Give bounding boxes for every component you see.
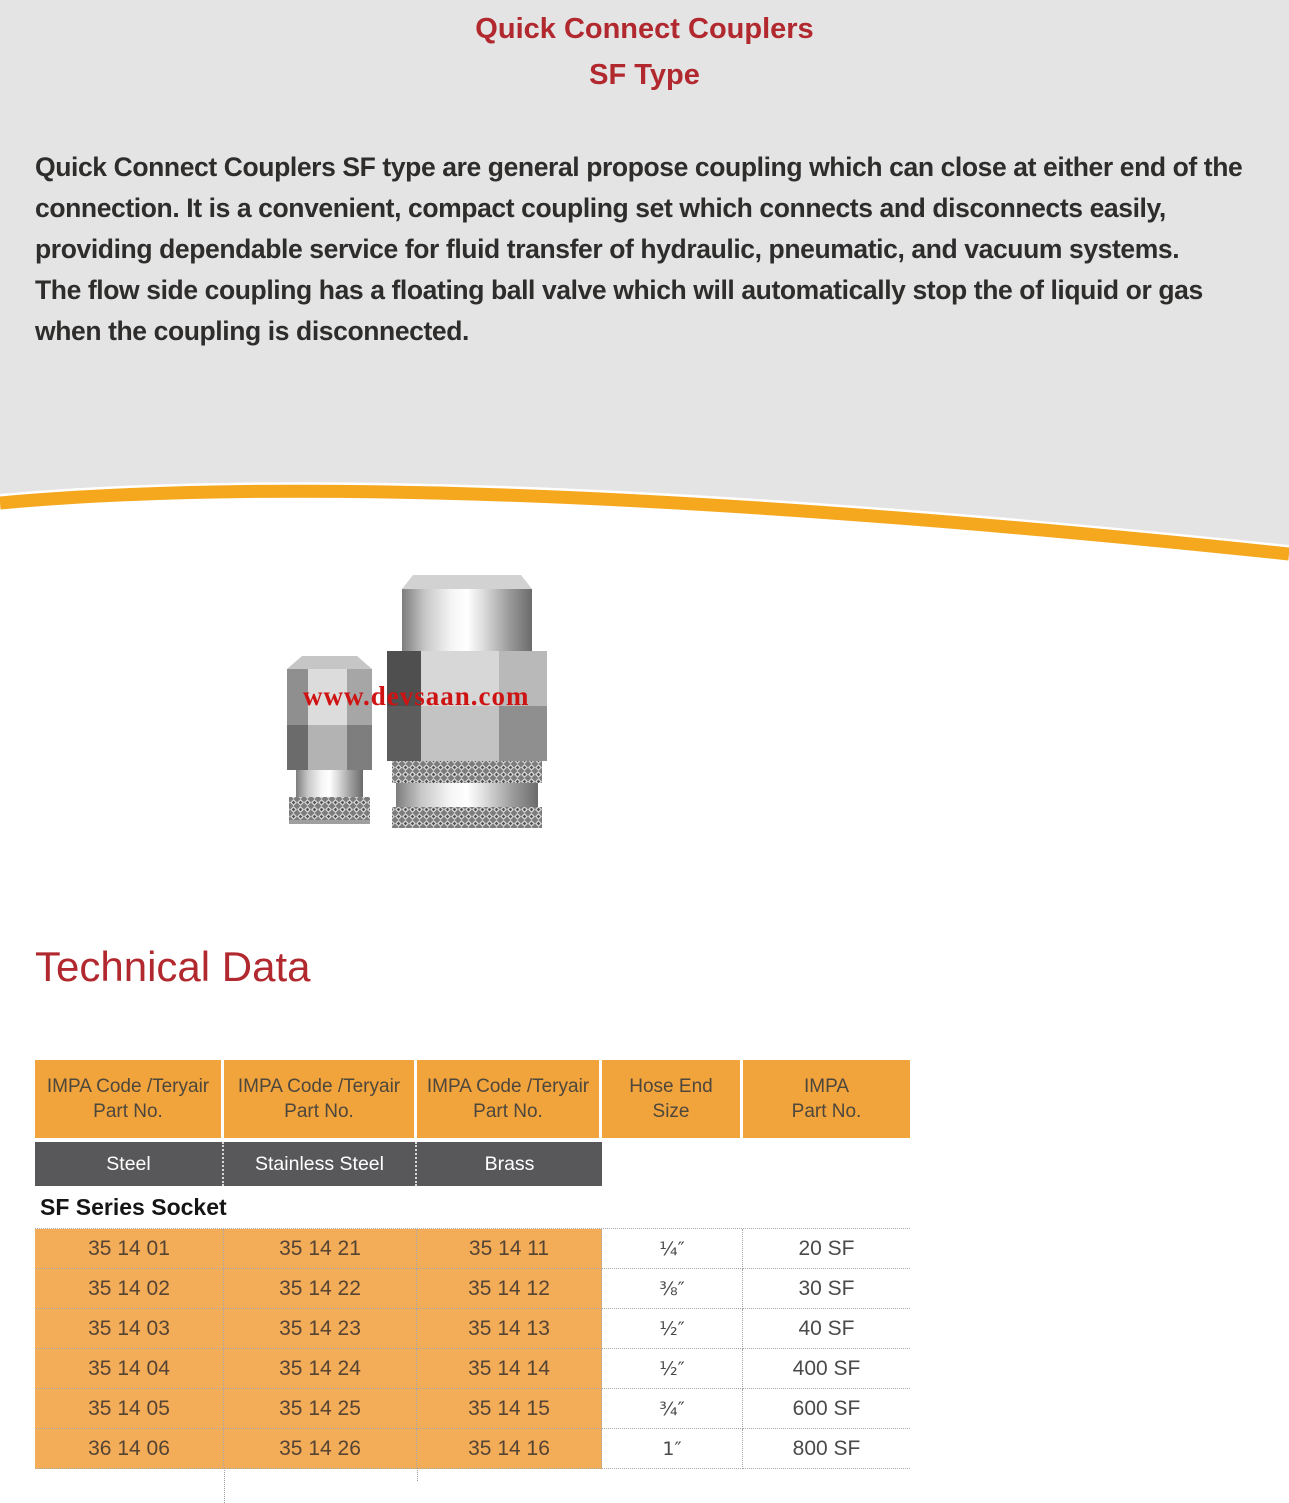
header-cell-stainless-code (224, 1060, 417, 1138)
table-cell: 35 14 01 (35, 1229, 224, 1269)
table-cell: ¾″ (602, 1389, 743, 1429)
document-title (0, 6, 1289, 98)
header-line: Size (652, 1101, 690, 1122)
intro-paragraph-2: The flow side coupling has a floating ball valve which will automatically stop the of liquid or gas when the coupling is disconnected. (35, 275, 1203, 346)
table-cell: ¼″ (602, 1229, 743, 1269)
table-cell: 35 14 22 (224, 1269, 417, 1309)
header-line: Part No. (284, 1101, 354, 1122)
title-line-2: SF Type (589, 59, 700, 91)
table-cell: 35 14 16 (417, 1429, 602, 1469)
header-line: Hose End (629, 1076, 713, 1097)
table-cell: 36 14 06 (35, 1429, 224, 1469)
table-material-row (35, 1142, 910, 1186)
header-line: IMPA Code /Teryair (237, 1076, 401, 1097)
material-cell-spacer (602, 1142, 743, 1186)
material-cell-brass: Brass (417, 1142, 602, 1186)
header-cell-brass-code (417, 1060, 602, 1138)
table-cell: 600 SF (743, 1389, 910, 1429)
table-cell: 35 14 21 (224, 1229, 417, 1269)
table-cell: 35 14 26 (224, 1429, 417, 1469)
header-line: IMPA Code /Teryair (46, 1076, 210, 1097)
table-cell: 35 14 04 (35, 1349, 224, 1389)
column-divider-stub (417, 1468, 418, 1481)
table-cell: ½″ (602, 1349, 743, 1389)
table-cell: 40 SF (743, 1309, 910, 1349)
table-cell: 35 14 23 (224, 1309, 417, 1349)
table-cell: 35 14 24 (224, 1349, 417, 1389)
table-cell: 35 14 02 (35, 1269, 224, 1309)
table-cell: 20 SF (743, 1229, 910, 1269)
intro-paragraph-1: Quick Connect Couplers SF type are general propose coupling which can close at either end of the connection. It is a convenient, compact coupling set which connects and disconnects easily, providing dependable service for fluid transfer of hydraulic, pneumatic, and vacuum systems. (35, 152, 1243, 264)
header-line: IMPA (803, 1076, 850, 1097)
table-cell: 35 14 12 (417, 1269, 602, 1309)
table-cell: 35 14 13 (417, 1309, 602, 1349)
table-cell: 30 SF (743, 1269, 910, 1309)
table-header-row (35, 1060, 910, 1138)
table-cell: 1″ (602, 1429, 743, 1469)
section-heading: Technical Data (35, 943, 311, 990)
watermark-text: www.devsaan.com (303, 681, 530, 711)
table-cell: 35 14 11 (417, 1229, 602, 1269)
table-cell: 35 14 03 (35, 1309, 224, 1349)
table-cell: 35 14 05 (35, 1389, 224, 1429)
knurl-band (392, 761, 542, 783)
header-cell-impa-part-no (743, 1060, 910, 1138)
header-cell-steel-code (35, 1060, 224, 1138)
series-group-label: SF Series Socket (40, 1193, 227, 1220)
table-body (35, 1228, 910, 1469)
table-cell: 800 SF (743, 1429, 910, 1469)
knurl-band (392, 807, 542, 828)
technical-data-table (35, 1060, 910, 1469)
intro-text (35, 147, 1265, 352)
table-cell: ½″ (602, 1309, 743, 1349)
header-line: Part No. (791, 1101, 862, 1122)
table-cell: ⅜″ (602, 1269, 743, 1309)
material-cell-spacer (743, 1142, 910, 1186)
material-cell-stainless-steel: Stainless Steel (224, 1142, 417, 1186)
header-line: Part No. (93, 1101, 163, 1122)
material-cell-steel: Steel (35, 1142, 224, 1186)
table-cell: 35 14 15 (417, 1389, 602, 1429)
header-cell-hose-end-size (602, 1060, 743, 1138)
title-line-1: Quick Connect Couplers (475, 13, 814, 45)
table-cell: 400 SF (743, 1349, 910, 1389)
column-divider-stub (224, 1468, 225, 1503)
header-line: Part No. (473, 1101, 543, 1122)
table-cell: 35 14 25 (224, 1389, 417, 1429)
knurl-band (289, 797, 370, 823)
table-cell: 35 14 14 (417, 1349, 602, 1389)
header-line: IMPA Code /Teryair (426, 1076, 590, 1097)
